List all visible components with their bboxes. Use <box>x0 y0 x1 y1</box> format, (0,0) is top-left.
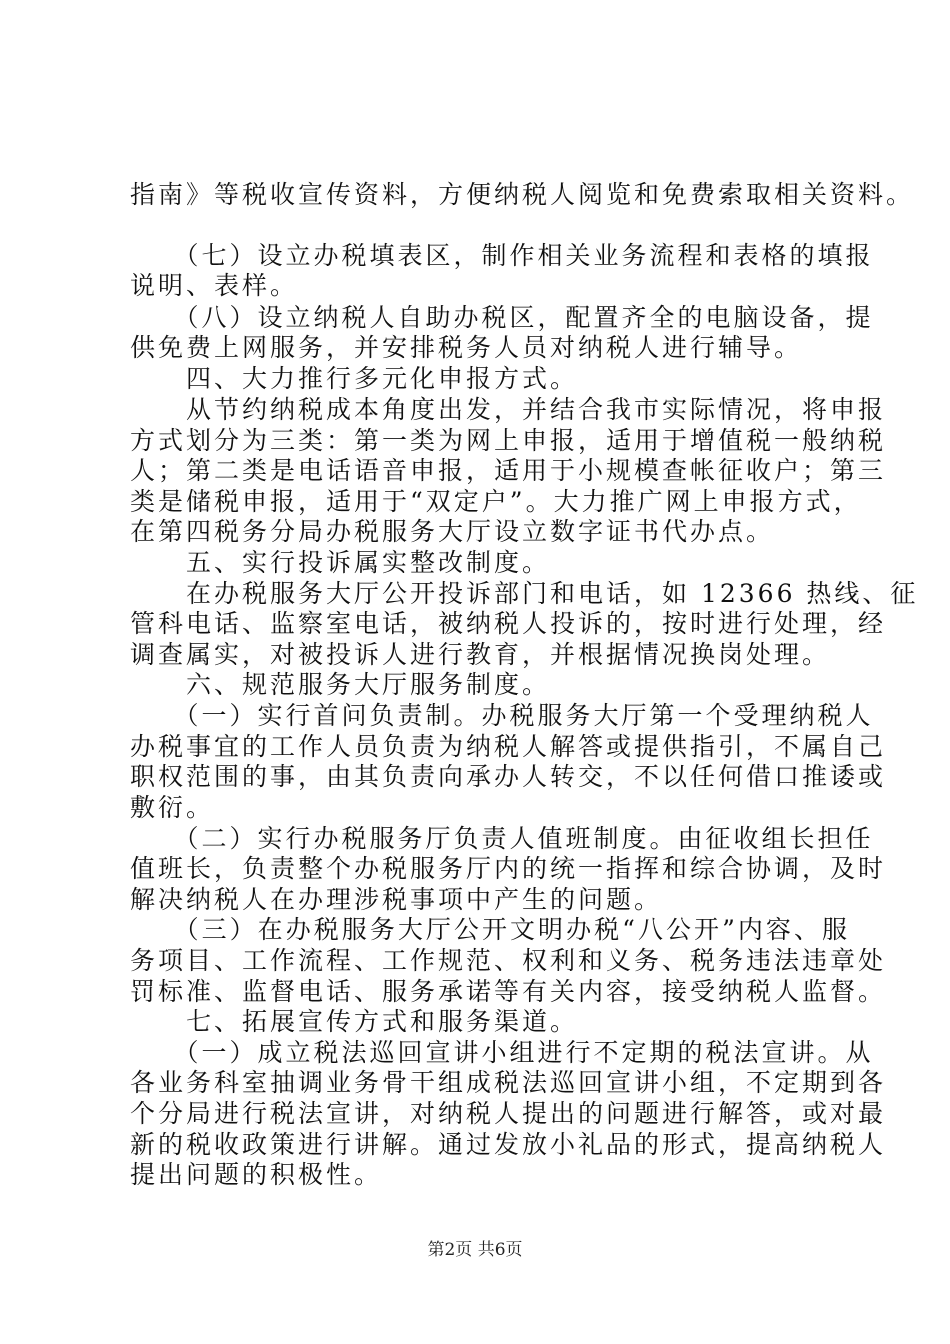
text-line: 从节约纳税成本角度出发，并结合我市实际情况，将申报 <box>130 395 887 424</box>
text-line: （八）设立纳税人自助办税区，配置齐全的电脑设备，提 <box>130 303 874 332</box>
text-line: 罚标准、监督电话、服务承诺等有关内容，接受纳税人监督。 <box>130 977 887 1006</box>
page-number-footer: 第2页 共6页 <box>427 1240 523 1260</box>
text-line: 在第四税务分局办税服务大厅设立数字证书代办点。 <box>130 517 775 546</box>
text-line: 各业务科室抽调业务骨干组成税法巡回宣讲小组，不定期到各 <box>130 1068 887 1097</box>
text-line: 管科电话、监察室电话，被纳税人投诉的，按时进行处理，经 <box>130 609 887 638</box>
text-line: 供免费上网服务，并安排税务人员对纳税人进行辅导。 <box>130 333 803 362</box>
text-line: 职权范围的事，由其负责向承办人转交，不以任何借口推诿或 <box>130 762 887 791</box>
text-line: 类是储税申报，适用于“双定户”。大力推广网上申报方式， <box>130 487 862 516</box>
text-line: （七）设立办税填表区，制作相关业务流程和表格的填报 <box>130 241 874 270</box>
text-line: 解决纳税人在办理涉税事项中产生的问题。 <box>130 885 663 914</box>
text-line: 提出问题的积极性。 <box>130 1160 383 1189</box>
text-line: 四、大力推行多元化申报方式。 <box>130 364 579 393</box>
text-line: 说明、表样。 <box>130 271 299 300</box>
text-line: 调查属实，对被投诉人进行教育，并根据情况换岗处理。 <box>130 640 831 669</box>
text-line: 务项目、工作流程、工作规范、权利和义务、税务违法违章处 <box>130 946 887 975</box>
text-line: （二）实行办税服务厅负责人值班制度。由征收组长担任 <box>130 824 874 853</box>
text-line: （一）成立税法巡回宣讲小组进行不定期的税法宣讲。从 <box>130 1038 874 1067</box>
text-line: 个分局进行税法宣讲，对纳税人提出的问题进行解答，或对最 <box>130 1099 887 1128</box>
text-line: 方式划分为三类：第一类为网上申报，适用于增值税一般纳税 <box>130 426 887 455</box>
text-line: 新的税收政策进行讲解。通过发放小礼品的形式，提高纳税人 <box>130 1130 887 1159</box>
text-line: 办税事宜的工作人员负责为纳税人解答或提供指引，不属自己 <box>130 732 887 761</box>
text-line: 敷衍。 <box>130 793 215 822</box>
text-line: 七、拓展宣传方式和服务渠道。 <box>130 1007 579 1036</box>
text-line: （一）实行首问负责制。办税服务大厅第一个受理纳税人 <box>130 701 874 730</box>
text-line: （三）在办税服务大厅公开文明办税“八公开”内容、服 <box>130 915 850 944</box>
text-line: 六、规范服务大厅服务制度。 <box>130 670 551 699</box>
text-line: 在办税服务大厅公开投诉部门和电话，如 12366 热线、征 <box>130 579 919 608</box>
text-line: 人；第二类是电话语音申报，适用于小规模查帐征收户；第三 <box>130 456 887 485</box>
text-line: 指南》等税收宣传资料，方便纳税人阅览和免费索取相关资料。 <box>130 180 915 209</box>
text-line: 值班长，负责整个办税服务厅内的统一指挥和综合协调，及时 <box>130 854 887 883</box>
text-line: 五、实行投诉属实整改制度。 <box>130 548 551 577</box>
